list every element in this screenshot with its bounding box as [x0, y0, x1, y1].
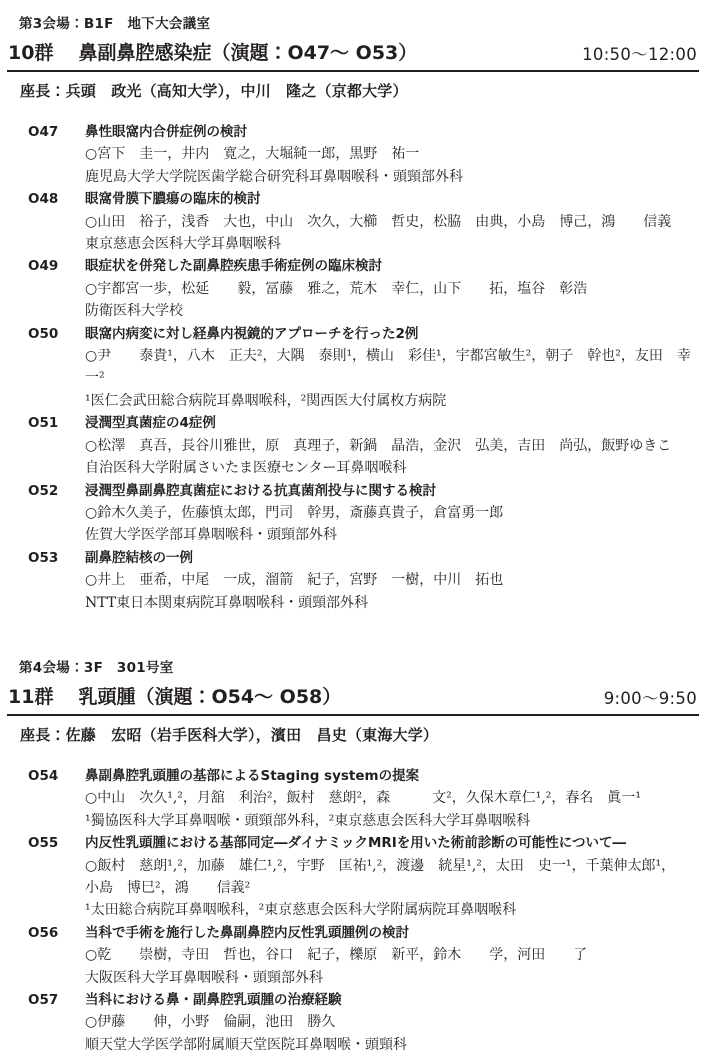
session-block-2: [7, 656, 699, 1056]
presentation-body: [85, 765, 699, 832]
presentation-title: 眼症状を併発した副鼻腔疾患手術症例の臨床検討: [85, 258, 382, 275]
presentation-title: 眼窩内病変に対し経鼻内視鏡的アプローチを行った2例: [85, 325, 419, 342]
presentation-authors: ○尹 泰貴¹，八木 正夫²，大隅 泰則¹，横山 彩佳¹，宇都宮敏生²，朝子 幹也²，友田 幸一²: [85, 348, 691, 387]
presentation-authors: ○伊藤 伸，小野 倫嗣，池田 勝久: [85, 1014, 336, 1031]
presentation-affiliation: 鹿児島大学大学院医歯学総合研究科耳鼻咽喉科・頭頸部外科: [85, 168, 463, 185]
presentation-item: [28, 922, 699, 989]
presentation-affiliation: 東京慈恵会医科大学耳鼻咽喉科: [85, 236, 281, 253]
presentation-body: [85, 121, 699, 188]
presentation-id: O57: [28, 992, 59, 1008]
presentation-affiliation: ¹太田総合病院耳鼻咽喉科，²東京慈恵会医科大学附属病院耳鼻咽喉科: [85, 902, 517, 919]
presentation-title: 副鼻腔結核の一例: [85, 549, 193, 566]
presentation-authors: ○宮下 圭一，井内 寛之，大堀純一郎，黒野 祐一: [85, 146, 420, 163]
group-header-left: [8, 682, 341, 709]
presentation-body: [85, 547, 699, 614]
group-number: 10群: [8, 42, 54, 64]
presentation-id: O50: [28, 325, 59, 342]
presentation-authors: ○松澤 真吾，長谷川雅世，原 真理子，新鍋 晶浩，金沢 弘美，吉田 尚弘，飯野ゆきこ: [85, 437, 672, 454]
presentation-id: O48: [28, 191, 59, 208]
presentation-body: [85, 323, 699, 413]
group-title: 乳頭腫（演題：O54～ O58）: [78, 685, 342, 708]
presentation-affiliation: 自治医科大学附属さいたま医療センター耳鼻咽喉科: [85, 460, 407, 477]
presentation-body: [85, 255, 699, 322]
presentation-affiliation: ¹医仁会武田総合病院耳鼻咽喉科，²関西医大付属枚方病院: [85, 392, 447, 409]
presentation-affiliation: 佐賀大学医学部耳鼻咽喉科・頭頸部外科: [85, 527, 337, 544]
presentation-title: 鼻副鼻腔乳頭腫の基部によるStaging systemの提案: [85, 767, 420, 784]
group-header-left: [8, 38, 417, 65]
group-number: 11群: [8, 685, 54, 708]
presentation-item: [28, 255, 699, 322]
presentation-item: [28, 188, 699, 255]
presentation-affiliation: 大阪医科大学耳鼻咽喉科・頭頸部外科: [85, 969, 323, 986]
presentation-authors: ○乾 崇樹，寺田 哲也，谷口 紀子，櫟原 新平，鈴木 学，河田 了: [85, 947, 588, 964]
presentation-title: 内反性乳頭腫における基部同定―ダイナミックMRIを用いた術前診断の可能性について―: [85, 835, 627, 852]
presentation-authors: ○鈴木久美子，佐藤慎太郎，門司 幹男，斎藤真貴子，倉富勇一郎: [85, 504, 504, 521]
presentation-item: [28, 323, 699, 413]
presentation-title: 浸潤型真菌症の4症例: [85, 415, 216, 432]
venue-label: 第3会場：B1F 地下大会議室: [19, 16, 211, 32]
presentation-body: [85, 989, 699, 1056]
presentation-authors: ○飯村 慈朗¹,²，加藤 雄仁¹,²，宇野 匡祐¹,²，渡邊 統星¹,²，太田 史一¹，千葉伸太郎¹，: [85, 857, 676, 874]
presentation-id: O52: [28, 482, 59, 499]
presentation-item: [28, 121, 699, 188]
presentation-title: 鼻性眼窩内合併症例の検討: [85, 124, 247, 140]
presentation-id: O51: [28, 415, 59, 432]
presentation-authors-line2: 小島 博巳²，鴻 信義²: [85, 879, 251, 896]
presentation-title: 浸潤型鼻副鼻腔真菌症における抗真菌剤投与に関する検討: [85, 482, 436, 499]
presentation-id: O49: [28, 258, 59, 275]
presentation-id: O53: [28, 549, 59, 566]
presentation-item: [28, 765, 699, 832]
chairs-label: 座長：佐藤 宏昭（岩手医科大学），濱田 昌史（東海大学）: [20, 725, 439, 744]
presentation-item: [28, 547, 699, 614]
presentation-affiliation: ¹獨協医科大学耳鼻咽喉・頭頸部外科，²東京慈恵会医科大学耳鼻咽喉科: [85, 812, 531, 829]
chairs-label: 座長：兵頭 政光（高知大学），中川 隆之（京都大学）: [20, 82, 408, 100]
presentation-title: 当科における鼻・副鼻腔乳頭腫の治療経験: [85, 992, 342, 1008]
session-block-1: [7, 12, 699, 614]
session-time: 9:00～9:50: [603, 688, 697, 708]
presentation-item: [28, 989, 699, 1056]
presentation-title: 当科で手術を施行した鼻副鼻腔内反性乳頭腫例の検討: [85, 924, 409, 941]
presentation-list: [7, 121, 699, 614]
presentation-affiliation: NTT東日本関東病院耳鼻咽喉科・頭頸部外科: [85, 594, 369, 611]
presentation-body: [85, 188, 699, 255]
presentation-id: O47: [28, 124, 59, 140]
presentation-list: [7, 765, 699, 1056]
group-header-row: [7, 38, 699, 72]
presentation-id: O55: [28, 835, 59, 852]
presentation-body: [85, 412, 699, 479]
presentation-item: [28, 412, 699, 479]
group-title: 鼻副鼻腔感染症（演題：O47～ O53）: [78, 42, 418, 64]
presentation-body: [85, 480, 699, 547]
presentation-item: [28, 480, 699, 547]
presentation-item: [28, 832, 699, 922]
presentation-title: 眼窩骨膜下膿瘍の臨床的検討: [85, 191, 261, 208]
presentation-id: O54: [28, 767, 59, 784]
presentation-affiliation: 順天堂大学医学部附属順天堂医院耳鼻咽喉・頭頸科: [85, 1036, 407, 1053]
presentation-body: [85, 832, 699, 922]
presentation-id: O56: [28, 924, 59, 941]
presentation-authors: ○山田 裕子，浅香 大也，中山 次久，大櫛 哲史，松脇 由典，小島 博己，鴻 信義: [85, 213, 672, 230]
presentation-authors: ○宇都宮一歩，松延 毅，冨藤 雅之，荒木 幸仁，山下 拓，塩谷 彰浩: [85, 280, 588, 297]
presentation-authors: ○中山 次久¹,²，月舘 利治²，飯村 慈朗²，森 文²，久保木章仁¹,²，春名 眞一¹: [85, 790, 642, 807]
presentation-affiliation: 防衛医科大学校: [85, 303, 183, 320]
presentation-body: [85, 922, 699, 989]
session-time: 10:50～12:00: [582, 45, 697, 64]
presentation-authors: ○井上 亜希，中尾 一成，溜箭 紀子，宮野 一樹，中川 拓也: [85, 572, 504, 589]
group-header-row: [7, 682, 699, 716]
venue-label: 第4会場：3F 301号室: [19, 659, 174, 676]
